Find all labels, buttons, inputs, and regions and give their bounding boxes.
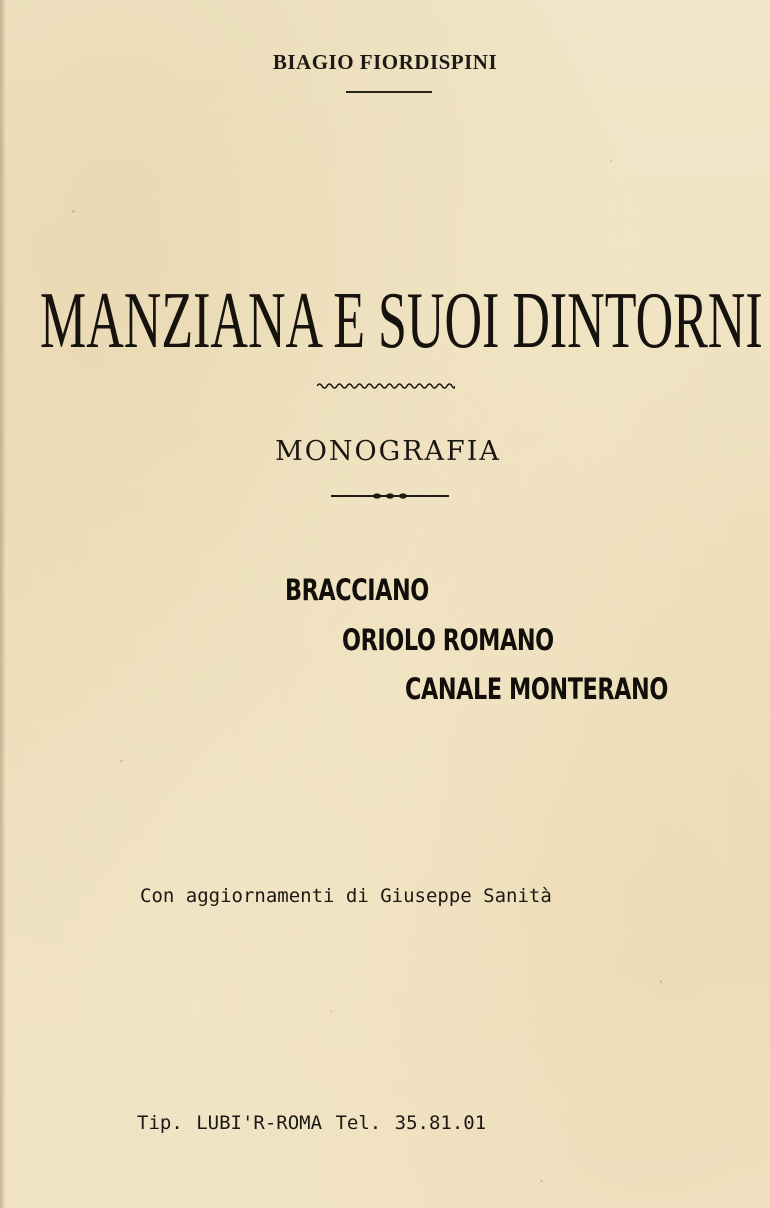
main-title (40, 277, 763, 366)
paper-speck (330, 1010, 332, 1012)
subtitle: MONOGRAFIA (275, 436, 501, 467)
paper-speck (540, 1180, 543, 1182)
author-name: BIAGIO FIORDISPINI (272, 50, 498, 74)
place-bracciano (285, 576, 452, 606)
page-edge-shadow (0, 0, 6, 1208)
place-label: BRACCIANO (285, 574, 429, 608)
printer-imprint: Tip. LUBI'R-ROMA Tel. 35.81.01 (137, 1112, 487, 1134)
main-title-text: MANZIANA E SUOI DINTORNI (40, 277, 763, 366)
ornament-divider (331, 490, 449, 502)
paper-speck (660, 980, 662, 983)
author-underline-rule (346, 91, 432, 93)
paper-speck (72, 210, 75, 213)
place-label: CANALE MONTERANO (405, 673, 668, 707)
paper-speck (120, 760, 123, 762)
place-canale-monterano (405, 675, 711, 705)
updates-note: Con aggiornamenti di Giuseppe Sanità (140, 885, 552, 907)
paper-speck (610, 160, 612, 162)
wavy-divider (317, 381, 455, 391)
place-label: ORIOLO ROMANO (342, 624, 554, 658)
place-oriolo-romano (342, 626, 588, 656)
